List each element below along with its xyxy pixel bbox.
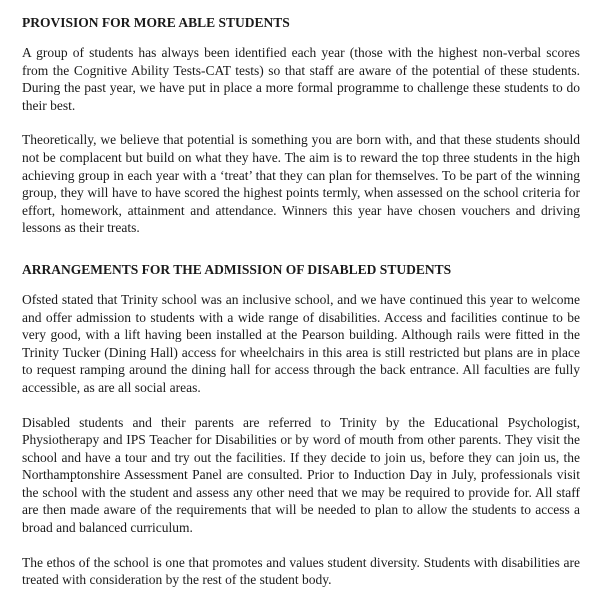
paragraph: Theoretically, we believe that potential is something you are born with, and that these students should not be complacent but build on what they have. The aim is to reward the top three students in the high achieving group in each year with a ‘treat’ that they can plan for themselves. To be part of the winning group, they will have to have scored the highest points termly, when assessed on the school criteria for effort, homework, attainment and attendance. Winners this year have chosen vouchers and driving lessons as their treats. (22, 132, 580, 236)
section-heading: ARRANGEMENTS FOR THE ADMISSION OF DISABLED STUDENTS (22, 261, 452, 277)
section-more-able-students (22, 14, 580, 237)
paragraph: The ethos of the school is one that promotes and values student diversity. Students with disabilities are treated with consideration by the rest of the student body. (22, 554, 580, 588)
document-page (22, 14, 580, 606)
paragraph: A group of students has always been identified each year (those with the highest non-verbal scores from the Cognitive Ability Tests-CAT tests) so that staff are aware of the potential of these students. During the past year, we have put in place a more formal programme to challenge these students to do their best. (22, 45, 580, 113)
paragraph: Ofsted stated that Trinity school was an inclusive school, and we have continued this year to welcome and offer admission to students with a wide range of disabilities. Access and facilities continue to be very good, with a lift having been installed at the Pearson building. Although rails were fitted in the Trinity Tucker (Dining Hall) access for wheelchairs in this area is still restricted but plans are in place to request ramping around the dining hall for access through the back entrance. All faculties are fully accessible, as are all social areas. (22, 291, 580, 395)
section-disabled-students (22, 261, 580, 589)
section-heading: PROVISION FOR MORE ABLE STUDENTS (22, 15, 290, 30)
paragraph: Disabled students and their parents are referred to Trinity by the Educational Psychologist, Physiotherapy and IPS Teacher for Disabilities or by word of mouth from other parents. They visit the school and have a tour and try out the facilities. If they decide to join us, before they can join us, the Northamptonshire Assessment Panel are consulted. Prior to Induction Day in July, professionals visit the school with the student and assess any other need that we may be required to provide for. All staff are then made aware of the requirements that will be needed to plan to allow the students to access a broad and balanced curriculum. (22, 414, 580, 536)
